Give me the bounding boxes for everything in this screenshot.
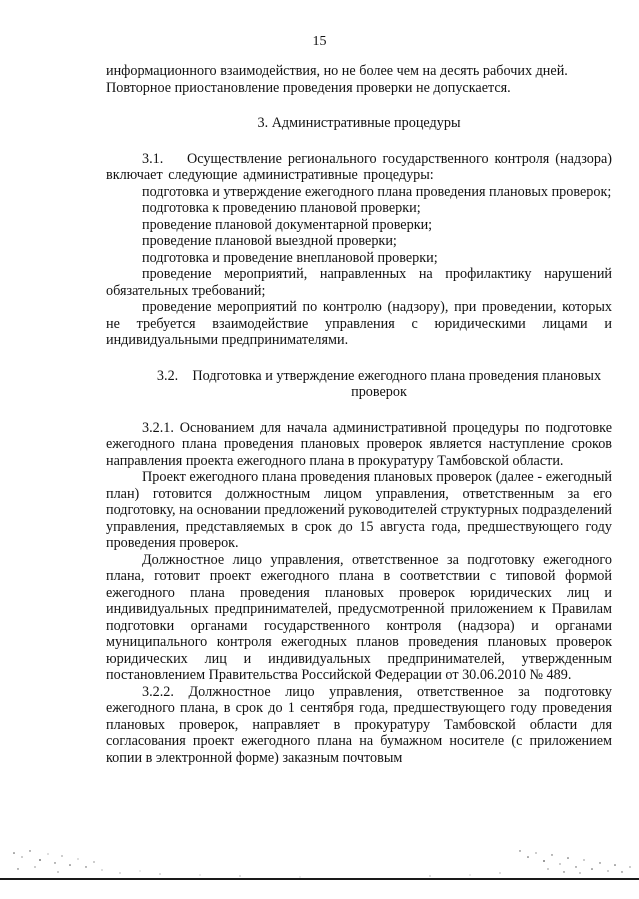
page-number: 15 bbox=[312, 34, 327, 49]
list-item: проведение плановой выездной проверки; bbox=[142, 233, 397, 249]
paragraph-3-1: 3.1. Осуществление регионального государственного контроля (надзора) включает следующие административные процедуры: bbox=[106, 150, 612, 183]
list-item: подготовка и проведение внеплановой проверки; bbox=[142, 249, 438, 266]
list-item: проведение плановой документарной проверки; bbox=[142, 216, 433, 233]
list-item: проведение мероприятий, направленных на профилактику нарушений обязательных требований; bbox=[106, 266, 612, 299]
intro-line-2: Повторное приостановление проведения проверки не допускается. bbox=[106, 79, 511, 96]
scan-noise-footer bbox=[0, 845, 639, 899]
paragraph-3-2-1: 3.2.1. Основанием для начала административной процедуры по подготовке ежегодного плана проведения плановых проверок является наступление сроков направления проекта ежегодного плана в прокуратуру Тамбовской области. bbox=[106, 419, 612, 469]
paragraph-responsible: Должностное лицо управления, ответственное за подготовку ежегодного плана, готовит проект ежегодного плана в соответствии с типовой формой ежегодного плана проведения плановых проверок юридических лиц и индивидуальных предпринимателей, предусмотренной приложением к Правилам подготовки органами государственного контроля (надзора) и органами муниципального контроля ежегодных планов проведения плановых проверок юридических лиц и индивидуальных предпринимателей, утвержденным постановлением Правительства Российской Федерации от 30.06.2010 № 489. bbox=[106, 551, 612, 683]
section-title: 3. Административные процедуры bbox=[257, 115, 461, 131]
list-item: подготовка к проведению плановой проверки; bbox=[142, 200, 421, 216]
subsection-title: 3.2. Подготовка и утверждение ежегодного плана проведения плановых проверок bbox=[156, 367, 602, 400]
intro-line-1: информационного взаимодействия, но не более чем на десять рабочих дней. bbox=[106, 63, 568, 79]
paragraph-3-2-2: 3.2.2. Должностное лицо управления, ответственное за подготовку ежегодного плана, в срок до 1 сентября года, предшествующего году проведения плановых проверок, направляет в прокуратуру Тамбовской области для согласования проект ежегодного плана на бумажном носителе (с приложением копии в электронной форме) заказным почтовым bbox=[106, 683, 612, 766]
paragraph-project: Проект ежегодного плана проведения плановых проверок (далее - ежегодный план) готовится должностным лицом управления, ответственным за его подготовку, на основании предложений руководителей структурных подразделений управления, представляемых в срок до 15 августа года, предшествующего году проведения проверок. bbox=[106, 469, 612, 551]
list-item: проведение мероприятий по контролю (надзору), при проведении, которых не требуется взаимодействие управления с юридическими лицами и индивидуальными предпринимателями. bbox=[106, 299, 612, 348]
document-body bbox=[106, 63, 612, 766]
list-item: подготовка и утверждение ежегодного плана проведения плановых проверок; bbox=[142, 183, 612, 200]
